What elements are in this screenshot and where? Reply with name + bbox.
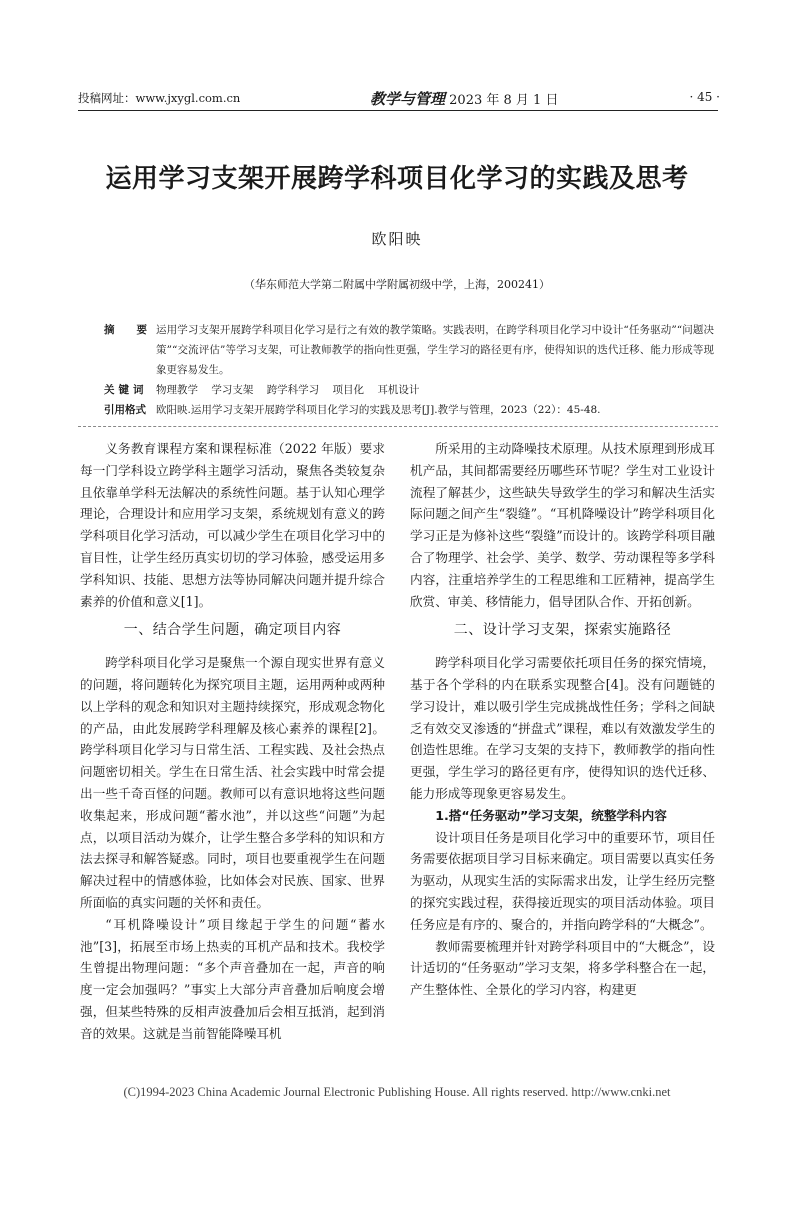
keyword: 跨学科学习: [266, 384, 320, 396]
article-title: 运用学习支架开展跨学科项目化学习的实践及思考: [105, 164, 689, 194]
abstract-text: 运用学习支架开展跨学科项目化学习是行之有效的教学策略。实践表明，在跨学科项目化学习中设计“任务驱动”“问题决策”“交流评估”等学习支架，可让教师教学的指向性更强，学生学习的路径更有序，使得知识的迭代迁移、能力形成等现象更容易发生。: [156, 324, 714, 376]
author-affiliation: （华东师范大学第二附属中学附属初级中学，上海，200241）: [244, 278, 550, 291]
citation-row: [104, 400, 714, 420]
keywords-label: 关键词: [104, 384, 148, 396]
keywords-list: [156, 380, 714, 400]
abstract-label: 摘要: [104, 324, 169, 336]
abstract-block: [104, 320, 714, 420]
journal-masthead: [370, 88, 558, 109]
citation-label: 引用格式: [104, 404, 146, 416]
journal-name: 教学与管理: [370, 90, 446, 108]
right-column: [410, 438, 715, 1001]
journal-website: 投稿网址：www.jxygl.com.cn: [78, 91, 241, 105]
body-paragraph: 设计项目任务是项目化学习中的重要环节，项目任务需要依据项目学习目标来确定。项目需要以真实任务为驱动，从现实生活的实际需求出发，让学生经历完整的探究实践过程，获得接近现实的项目活动体验。项目任务应是有序的、聚合的，并指向跨学科的“大概念”。: [410, 829, 715, 932]
keywords-row: [104, 380, 714, 400]
header-rule: [78, 110, 718, 111]
keyword: 物理教学: [156, 384, 198, 396]
body-paragraph: 跨学科项目化学习需要依托项目任务的探究情境，基于各个学科的内在联系实现整合[4]。没有问题链的学习设计，难以吸引学生完成挑战性任务；学科之间缺乏有效交叉渗透的“拼盘式”课程，难以有效激发学生的创造性思维。在学习支架的支持下，教师教学的指向性更强，学生学习的路径更有序，使得知识的迭代迁移、能力形成等现象更容易发生。: [410, 655, 715, 801]
body-paragraph: 跨学科项目化学习是聚焦一个源自现实世界有意义的问题，将问题转化为探究项目主题，运用两种或两种以上学科的观念和知识对主题持续探究，形成观念物化的产品，由此发展跨学科理解及核心素养的课程[2]。跨学科项目化学习与日常生活、工程实践、及社会热点问题密切相关。学生在日常生活、社会实践中时常会提出一些千奇百怪的问题。教师可以有意识地将这些问题收集起来，形成问题“蓄水池”，并以这些“问题”为起点，以项目活动为媒介，让学生整合多学科的知识和方法去探寻和解答疑惑。同时，项目也要重视学生在问题解决过程中的情感体验，比如体会对民族、国家、世界所面临的真实问题的关怀和责任。: [80, 655, 385, 910]
keyword: 项目化: [332, 384, 365, 396]
abstract-divider: [78, 426, 718, 427]
subsection-heading-1: 1.搭“任务驱动”学习支架，统整学科内容: [435, 807, 667, 823]
keyword: 学习支架: [211, 384, 254, 396]
body-paragraph: “耳机降噪设计”项目缘起于学生的问题“蓄水池”[3]，拓展至市场上热卖的耳机产品和技术。我校学生曾提出物理问题：“多个声音叠加在一起，声音的响度一定会加强吗？”事实上大部分声音叠加后响度会增强，但某些特殊的反相声波叠加后会相互抵消，起到消音的效果。这就是当前智能降噪耳机: [80, 916, 385, 1041]
left-column: [80, 438, 385, 1220]
copyright-footer: (C)1994-2023 China Academic Journal Electronic Publishing House. All rights reserved. http://www.cnki.net: [123, 1085, 671, 1099]
body-paragraph: 教师需要梳理并针对跨学科项目中的“大概念”，设计适切的“任务驱动”学习支架，将多学科整合在一起，产生整体性、全景化的学习内容，构建更: [410, 938, 715, 998]
keyword: 耳机设计: [377, 384, 420, 396]
body-paragraph: 所采用的主动降噪技术原理。从技术原理到形成耳机产品，其间都需要经历哪些环节呢？学生对工业设计流程了解甚少，这些缺失导致学生的学习和解决生活实际问题之间产生“裂缝”。“耳机降噪设计”跨学科项目化学习正是为修补这些“裂缝”而设计的。该跨学科项目融合了物理学、社会学、美学、数学、劳动课程等多学科内容，注重培养学生的工程思维和工匠精神，提高学生欣赏、审美、移情能力，倡导团队合作、开拓创新。: [410, 441, 715, 609]
running-header: [78, 88, 718, 108]
abstract-row: [104, 320, 714, 380]
issue-date: 2023 年 8 月 1 日: [449, 93, 559, 108]
citation-text: 欧阳映.运用学习支架开展跨学科项目化学习的实践及思考[J].教学与管理，2023（22）：45-48.: [156, 404, 601, 416]
section-heading-1: 一、结合学生问题，确定项目内容: [123, 622, 342, 639]
author-name: 欧阳映: [371, 230, 423, 248]
page-number: · 45 ·: [689, 90, 720, 104]
intro-paragraph: 义务教育课程方案和课程标准（2022 年版）要求每一门学科设立跨学科主题学习活动，聚焦各类较复杂且依靠单学科无法解决的系统性问题。基于认知心理学理论，合理设计和应用学习支架，系统规划有意义的跨学科项目化学习活动，可以减少学生在项目化学习中的盲目性，让学生经历真实切切的学习体验，感受运用多学科知识、技能、思想方法等协同解决问题并提升综合素养的价值和意义[1]。: [80, 441, 385, 609]
continued-paragraph-wrapper: [80, 914, 385, 1220]
section-heading-2: 二、设计学习支架，探索实施路径: [453, 622, 672, 639]
